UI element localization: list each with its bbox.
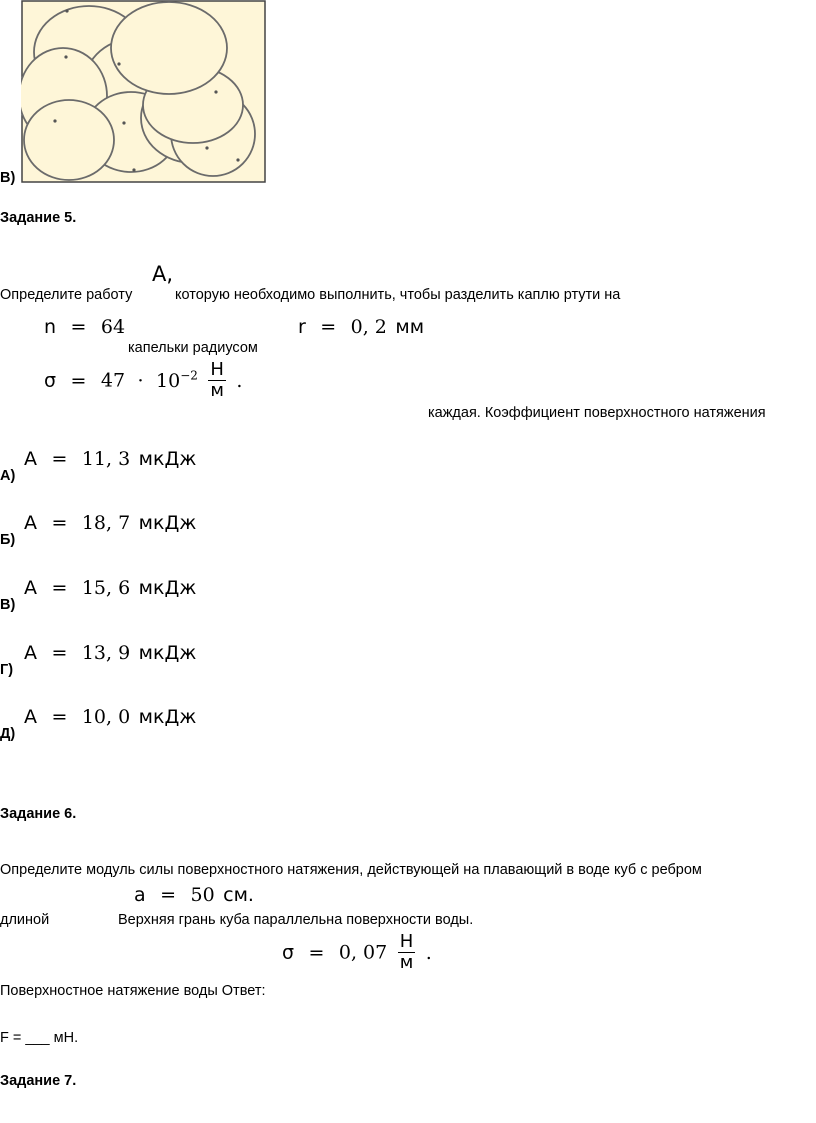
task5-tail-text: каждая. Коэффициент поверхностного натяжения [428, 405, 766, 421]
task6-line2-a: длиной [0, 912, 50, 928]
droplets-text: капельки радиусом [128, 340, 258, 356]
droplet-9 [111, 2, 227, 94]
task6-line2-b: Верхняя грань куба параллельна поверхности воды. [118, 912, 474, 928]
task6-line1: Определите модуль силы поверхностного натяжения, действующей на плавающий в воде куб с ребром [0, 862, 702, 878]
option-v[interactable]: В) А = 15, 6 мкДж [0, 577, 197, 613]
option-b[interactable]: Б) А = 18, 7 мкДж [0, 512, 197, 548]
task5-line1-b: которую необходимо выполнить, чтобы разделить каплю ртути на [175, 287, 621, 303]
sigma-expression-task5: $\sigma = 47 \cdot 10^{-2}$ $\frac{Н}{м}$ . [44, 359, 243, 401]
figure-label: В) [0, 170, 16, 186]
answer-line [0, 1030, 78, 1046]
option-d[interactable]: Д) А = 10, 0 мкДж [0, 706, 197, 742]
task5-title: Задание 5. [0, 210, 77, 226]
task5-line1-a: Определите работу [0, 287, 133, 303]
answer-prefix: F = [0, 1030, 22, 1046]
task6-title: Задание 6. [0, 806, 77, 822]
droplets-figure [21, 0, 267, 184]
sigma-expression-task6: σ = 0, 07 $\frac{Н}{м}$ . [282, 931, 432, 973]
answer-unit: мН. [53, 1030, 79, 1046]
option-g[interactable]: Г) А = 13, 9 мкДж [0, 642, 197, 678]
r-expression: r = 0, 2 мм [298, 316, 425, 338]
option-a[interactable]: А) А = 11, 3 мкДж [0, 448, 197, 484]
n-expression: n = 64 [44, 316, 126, 338]
task7-title: Задание 7. [0, 1073, 77, 1089]
a-expression: a = 50 см. [134, 884, 254, 906]
droplet-8 [24, 100, 114, 180]
task5-A-symbol: А, [152, 262, 174, 286]
answer-blank[interactable]: ___ [25, 1030, 50, 1046]
task6-line3: Поверхностное натяжение воды Ответ: [0, 983, 266, 999]
